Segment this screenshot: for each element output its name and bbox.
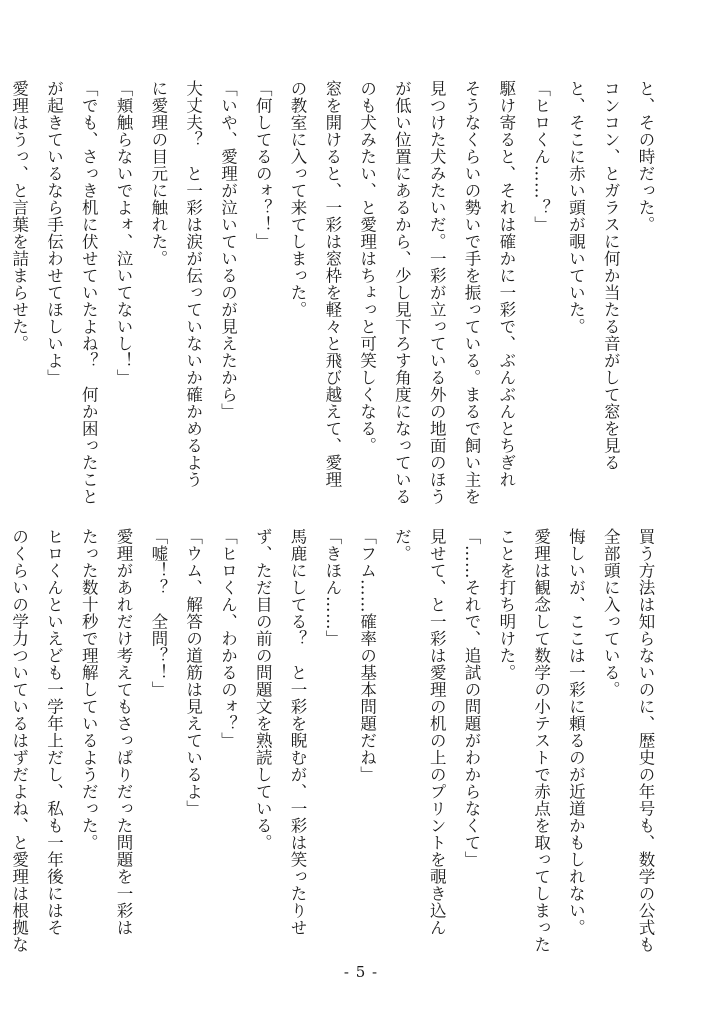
text-line: 窓を開けると、一彩は窓枠を軽々と飛び越えて、愛理 bbox=[322, 80, 342, 488]
text-line: 愛理は観念して数学の小テストで赤点を取ってしまった bbox=[531, 528, 551, 953]
text-line: 「ウム、解答の道筋は見えているよ」 bbox=[183, 528, 203, 817]
text-line: 「ヒロくん……？」 bbox=[531, 80, 551, 233]
page-number: - 5 - bbox=[343, 963, 379, 981]
text-line: と、そこに赤い頭が覗いていた。 bbox=[566, 80, 586, 335]
text-line bbox=[0, 528, 1, 923]
text-line: 見つけた犬みたいだ。一彩が立っている外の地面のほう bbox=[427, 80, 447, 505]
text-line: 全部頭に入っている。 bbox=[601, 528, 621, 698]
text-line: 「嘘！？ 全問？！」 bbox=[148, 528, 168, 698]
upper-text-block bbox=[9, 80, 662, 505]
text-line: ことを打ち明けた。 bbox=[496, 528, 516, 681]
text-line bbox=[0, 80, 1, 475]
text-line: だ。 bbox=[392, 528, 412, 562]
text-line: 「フム……確率の基本問題だね」 bbox=[357, 528, 377, 783]
text-line: 大丈夫？ と一彩は涙が伝っていないか確かめるよう bbox=[183, 80, 203, 488]
text-line: 買う方法は知らないのに、歴史の年号も、数学の公式も bbox=[636, 528, 655, 953]
text-line: 悔しいが、ここは一彩に頼るのが近道かもしれない。 bbox=[566, 528, 586, 936]
text-line: と、その時だった。 bbox=[636, 80, 655, 233]
text-line: コンコン、とガラスに何か当たる音がして窓を見る bbox=[601, 80, 621, 471]
text-line: 「ヒロくん、わかるのォ？」 bbox=[218, 528, 238, 749]
text-line: 愛理があれだけ考えてもさっぱりだった問題を一彩は bbox=[114, 528, 134, 936]
text-line: そうなくらいの勢いで手を振っている。まるで飼い主を bbox=[462, 80, 482, 505]
text-line: ず、ただ目の前の問題文を熟読している。 bbox=[253, 528, 273, 851]
text-line: が起きているなら手伝わせてほしいよ」 bbox=[44, 80, 64, 386]
text-line: 駆け寄ると、それは確かに一彩で、ぶんぶんとちぎれ bbox=[496, 80, 516, 488]
text-line: ヒロくんといえども一学年上だし、私も一年後にはそ bbox=[44, 528, 64, 936]
text-line: 馬鹿にしてる？ と一彩を睨むが、一彩は笑ったりせ bbox=[288, 528, 308, 936]
text-line: に愛理の目元に触れた。 bbox=[148, 80, 168, 267]
text-line: のくらいの学力ついているはずだよね、と愛理は根拠な bbox=[9, 528, 29, 953]
text-line: 見せて、と一彩は愛理の机の上のプリントを覗き込ん bbox=[427, 528, 447, 936]
text-line: 「いや、愛理が泣いているのが見えたから」 bbox=[218, 80, 238, 420]
text-line: たった数十秒で理解しているようだった。 bbox=[79, 528, 99, 851]
text-line: 「きほん……」 bbox=[322, 528, 342, 647]
text-line: 「……それで、追試の問題がわからなくて」 bbox=[462, 528, 482, 868]
text-line: 「でも、さっき机に伏せていたよね？ 何か困ったこと bbox=[79, 80, 99, 505]
text-line: が低い位置にあるから、少し見下ろす角度になっている bbox=[392, 80, 412, 505]
text-line: 愛理はうっ、と言葉を詰まらせた。 bbox=[9, 80, 29, 352]
text-line: のも犬みたい、と愛理はちょっと可笑しくなる。 bbox=[357, 80, 377, 454]
text-line: 「何してるのォ？！」 bbox=[253, 80, 273, 250]
text-line: の教室に入って来てしまった。 bbox=[288, 80, 308, 318]
text-line: 「頬触らないでよォ、泣いてないし！」 bbox=[114, 80, 134, 386]
lower-text-block bbox=[9, 528, 662, 953]
